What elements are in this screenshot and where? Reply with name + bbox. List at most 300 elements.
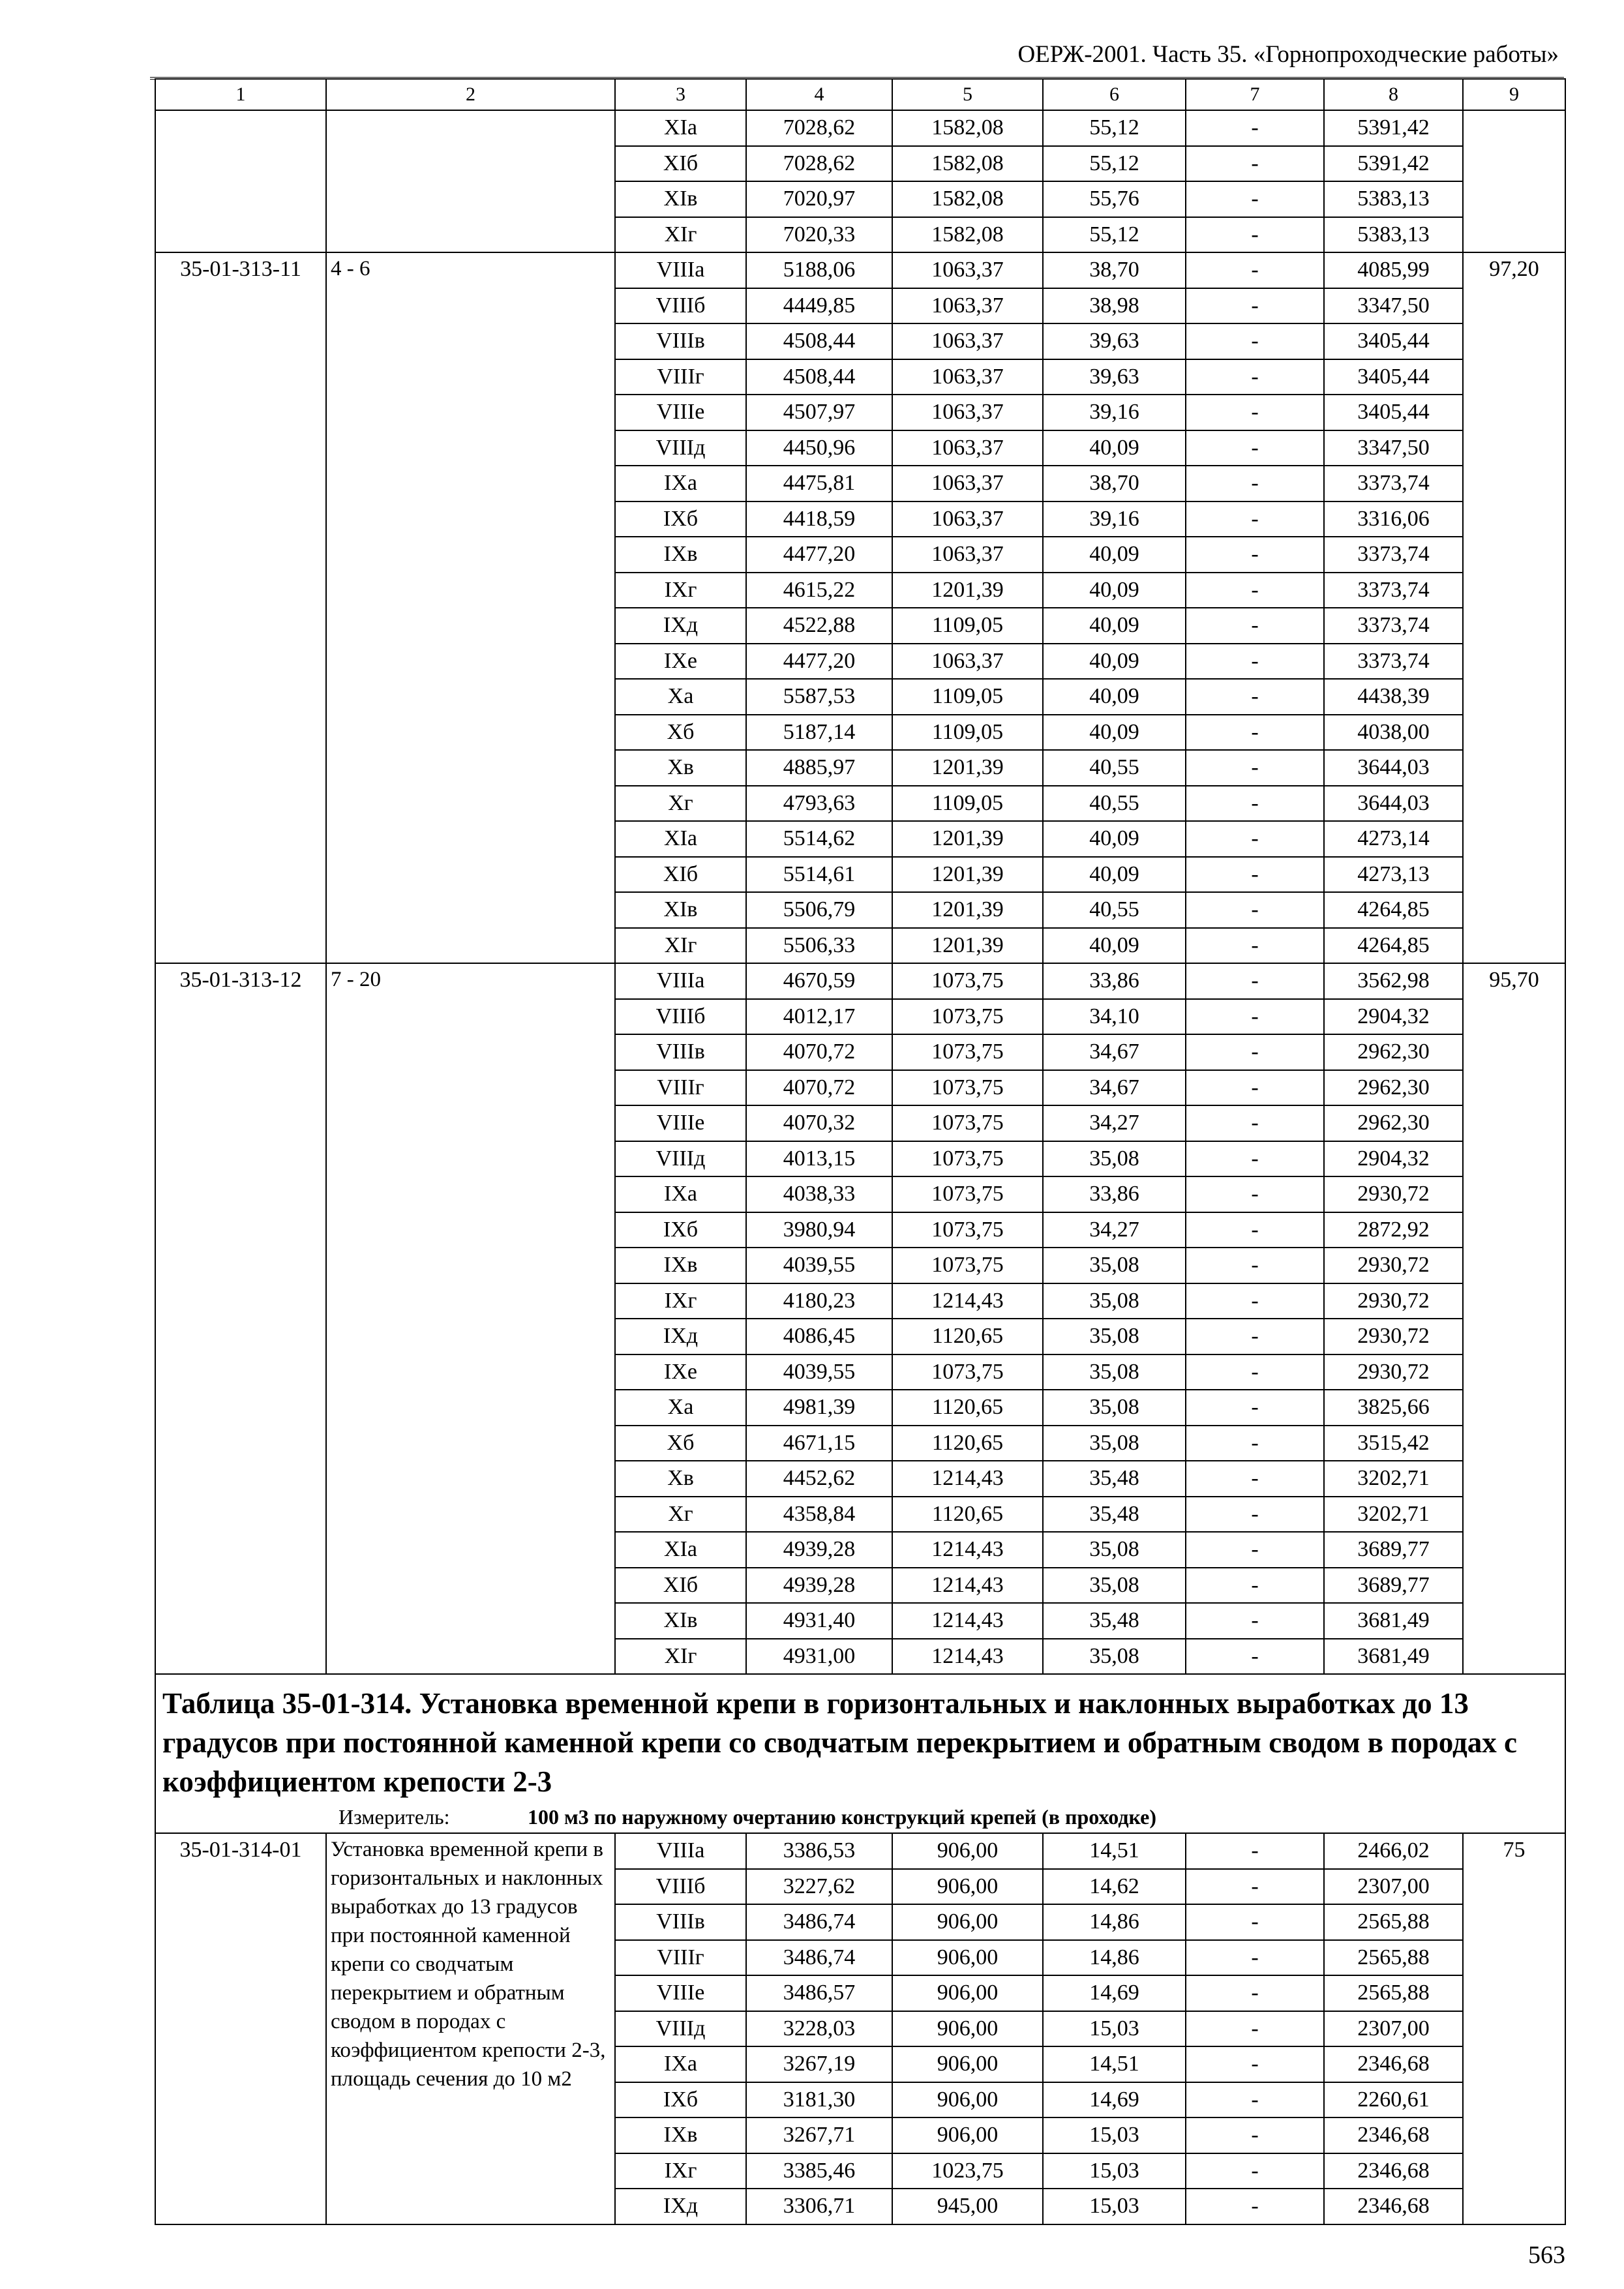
machines-cell: 38,70 — [1043, 466, 1186, 501]
equipment-cell: 3644,03 — [1324, 786, 1463, 822]
machines-cell: 14,69 — [1043, 1975, 1186, 2011]
wages-cell: 1214,43 — [892, 1603, 1043, 1639]
machines-cell: 38,98 — [1043, 288, 1186, 324]
machines-cell: 35,48 — [1043, 1603, 1186, 1639]
wages-cell: 1120,65 — [892, 1497, 1043, 1533]
column-number: 5 — [892, 79, 1043, 110]
wages-cell: 1073,75 — [892, 1354, 1043, 1390]
machines-cell: 40,55 — [1043, 750, 1186, 786]
consumption-cell — [1463, 110, 1565, 252]
total-cost-cell: 3486,74 — [746, 1904, 892, 1940]
machines-cell: 35,08 — [1043, 1319, 1186, 1354]
machines-cell: 35,08 — [1043, 1283, 1186, 1319]
class-cell: VIIIг — [615, 1070, 746, 1106]
rate-description: 4 - 6 — [326, 252, 615, 963]
machines-cell: 55,12 — [1043, 217, 1186, 253]
wages-cell: 1201,39 — [892, 750, 1043, 786]
machines-cell: 15,03 — [1043, 2117, 1186, 2153]
machines-cell: 40,09 — [1043, 928, 1186, 964]
wages-cell: 1073,75 — [892, 1248, 1043, 1283]
class-cell: VIIIа — [615, 252, 746, 288]
total-cost-cell: 7028,62 — [746, 146, 892, 182]
total-cost-cell: 4418,59 — [746, 501, 892, 537]
materials-cell: - — [1186, 1319, 1324, 1354]
equipment-cell: 3405,44 — [1324, 323, 1463, 359]
total-cost-cell: 4508,44 — [746, 323, 892, 359]
equipment-cell: 3405,44 — [1324, 395, 1463, 430]
wages-cell: 1214,43 — [892, 1532, 1043, 1568]
equipment-cell: 3405,44 — [1324, 359, 1463, 395]
wages-cell: 1073,75 — [892, 1212, 1043, 1248]
machines-cell: 35,08 — [1043, 1354, 1186, 1390]
wages-cell: 1063,37 — [892, 501, 1043, 537]
class-cell: XIа — [615, 1532, 746, 1568]
wages-cell: 1214,43 — [892, 1639, 1043, 1675]
machines-cell: 34,10 — [1043, 999, 1186, 1035]
materials-cell: - — [1186, 1283, 1324, 1319]
equipment-cell: 2565,88 — [1324, 1975, 1463, 2011]
machines-cell: 55,12 — [1043, 110, 1186, 146]
class-cell: VIIIа — [615, 1833, 746, 1869]
materials-cell: - — [1186, 892, 1324, 928]
materials-cell: - — [1186, 1603, 1324, 1639]
wages-cell: 1214,43 — [892, 1283, 1043, 1319]
table-row — [155, 252, 1565, 288]
machines-cell: 15,03 — [1043, 2153, 1186, 2189]
class-cell: VIIIг — [615, 359, 746, 395]
materials-cell: - — [1186, 821, 1324, 857]
wages-cell: 1063,37 — [892, 466, 1043, 501]
total-cost-cell: 5587,53 — [746, 679, 892, 715]
wages-cell: 1073,75 — [892, 1034, 1043, 1070]
materials-cell: - — [1186, 1212, 1324, 1248]
total-cost-cell: 4931,00 — [746, 1639, 892, 1675]
class-cell: VIIIд — [615, 430, 746, 466]
running-header — [150, 38, 1564, 80]
machines-cell: 35,08 — [1043, 1248, 1186, 1283]
equipment-cell: 4264,85 — [1324, 892, 1463, 928]
class-cell: IXа — [615, 466, 746, 501]
total-cost-cell: 3228,03 — [746, 2011, 892, 2047]
total-cost-cell: 3980,94 — [746, 1212, 892, 1248]
materials-cell: - — [1186, 2153, 1324, 2189]
class-cell: IXг — [615, 573, 746, 608]
materials-cell: - — [1186, 252, 1324, 288]
table-row — [155, 963, 1565, 999]
equipment-cell: 2962,30 — [1324, 1034, 1463, 1070]
rate-code: 35-01-313-11 — [155, 252, 326, 963]
materials-cell: - — [1186, 2011, 1324, 2047]
machines-cell: 14,51 — [1043, 2046, 1186, 2082]
total-cost-cell: 4939,28 — [746, 1568, 892, 1604]
equipment-cell: 3202,71 — [1324, 1461, 1463, 1497]
wages-cell: 906,00 — [892, 1904, 1043, 1940]
wages-cell: 1073,75 — [892, 1070, 1043, 1106]
materials-cell: - — [1186, 466, 1324, 501]
machines-cell: 35,08 — [1043, 1141, 1186, 1177]
wages-cell: 1063,37 — [892, 395, 1043, 430]
class-cell: IXд — [615, 1319, 746, 1354]
machines-cell: 34,27 — [1043, 1105, 1186, 1141]
total-cost-cell: 4070,72 — [746, 1034, 892, 1070]
header-title: ОЕРЖ-2001. Часть 35. «Горнопроходческие работы» — [1017, 41, 1559, 68]
class-cell: IXа — [615, 2046, 746, 2082]
equipment-cell: 2930,72 — [1324, 1283, 1463, 1319]
materials-cell: - — [1186, 110, 1324, 146]
materials-cell: - — [1186, 1833, 1324, 1869]
machines-cell: 40,09 — [1043, 857, 1186, 893]
total-cost-cell: 4939,28 — [746, 1532, 892, 1568]
wages-cell: 1063,37 — [892, 430, 1043, 466]
machines-cell: 34,67 — [1043, 1070, 1186, 1106]
equipment-cell: 2346,68 — [1324, 2153, 1463, 2189]
materials-cell: - — [1186, 1354, 1324, 1390]
equipment-cell: 4273,13 — [1324, 857, 1463, 893]
total-cost-cell: 3306,71 — [746, 2189, 892, 2224]
column-number: 9 — [1463, 79, 1565, 110]
equipment-cell: 2346,68 — [1324, 2117, 1463, 2153]
class-cell: IXб — [615, 1212, 746, 1248]
class-cell: Xб — [615, 1426, 746, 1461]
class-cell: XIг — [615, 1639, 746, 1675]
materials-cell: - — [1186, 963, 1324, 999]
wages-cell: 1201,39 — [892, 857, 1043, 893]
wages-cell: 1109,05 — [892, 786, 1043, 822]
consumption-cell: 97,20 — [1463, 252, 1565, 963]
equipment-cell: 4085,99 — [1324, 252, 1463, 288]
machines-cell: 35,08 — [1043, 1639, 1186, 1675]
total-cost-cell: 5514,61 — [746, 857, 892, 893]
rates-table-body — [155, 79, 1565, 2224]
class-cell: IXб — [615, 501, 746, 537]
materials-cell: - — [1186, 573, 1324, 608]
wages-cell: 1063,37 — [892, 252, 1043, 288]
total-cost-cell: 3386,53 — [746, 1833, 892, 1869]
equipment-cell: 5383,13 — [1324, 217, 1463, 253]
machines-cell: 40,09 — [1043, 821, 1186, 857]
machines-cell: 39,16 — [1043, 501, 1186, 537]
machines-cell: 39,63 — [1043, 359, 1186, 395]
machines-cell: 35,08 — [1043, 1390, 1186, 1426]
wages-cell: 906,00 — [892, 1940, 1043, 1976]
wages-cell: 1582,08 — [892, 146, 1043, 182]
materials-cell: - — [1186, 323, 1324, 359]
materials-cell: - — [1186, 857, 1324, 893]
materials-cell: - — [1186, 999, 1324, 1035]
equipment-cell: 2260,61 — [1324, 2082, 1463, 2118]
total-cost-cell: 3486,57 — [746, 1975, 892, 2011]
wages-cell: 1214,43 — [892, 1461, 1043, 1497]
equipment-cell: 5391,42 — [1324, 146, 1463, 182]
materials-cell: - — [1186, 1904, 1324, 1940]
class-cell: Xб — [615, 715, 746, 751]
class-cell: XIв — [615, 1603, 746, 1639]
wages-cell: 1109,05 — [892, 679, 1043, 715]
wages-cell: 906,00 — [892, 2117, 1043, 2153]
total-cost-cell: 4793,63 — [746, 786, 892, 822]
total-cost-cell: 4508,44 — [746, 359, 892, 395]
rate-description — [326, 110, 615, 252]
materials-cell: - — [1186, 1568, 1324, 1604]
class-cell: IXв — [615, 1248, 746, 1283]
machines-cell: 39,63 — [1043, 323, 1186, 359]
class-cell: XIа — [615, 110, 746, 146]
rate-code: 35-01-313-12 — [155, 963, 326, 1674]
class-cell: XIв — [615, 892, 746, 928]
wages-cell: 1063,37 — [892, 644, 1043, 680]
machines-cell: 35,08 — [1043, 1568, 1186, 1604]
materials-cell: - — [1186, 1034, 1324, 1070]
materials-cell: - — [1186, 608, 1324, 644]
class-cell: IXв — [615, 2117, 746, 2153]
materials-cell: - — [1186, 679, 1324, 715]
class-cell: VIIIв — [615, 323, 746, 359]
materials-cell: - — [1186, 715, 1324, 751]
class-cell: XIа — [615, 821, 746, 857]
wages-cell: 1063,37 — [892, 323, 1043, 359]
column-number: 1 — [155, 79, 326, 110]
materials-cell: - — [1186, 1105, 1324, 1141]
equipment-cell: 3347,50 — [1324, 430, 1463, 466]
measure-value: 100 м3 по наружному очертанию конструкций крепей (в проходке) — [528, 1805, 1157, 1829]
measure-line — [162, 1804, 1558, 1830]
machines-cell: 35,48 — [1043, 1461, 1186, 1497]
equipment-cell: 3316,06 — [1324, 501, 1463, 537]
equipment-cell: 2307,00 — [1324, 1869, 1463, 1905]
wages-cell: 1063,37 — [892, 288, 1043, 324]
wages-cell: 1063,37 — [892, 537, 1043, 573]
total-cost-cell: 4013,15 — [746, 1141, 892, 1177]
materials-cell: - — [1186, 146, 1324, 182]
materials-cell: - — [1186, 1639, 1324, 1675]
total-cost-cell: 4358,84 — [746, 1497, 892, 1533]
page-number: 563 — [1528, 2241, 1565, 2269]
wages-cell: 1120,65 — [892, 1390, 1043, 1426]
total-cost-cell: 4507,97 — [746, 395, 892, 430]
total-cost-cell: 4670,59 — [746, 963, 892, 999]
class-cell: VIIIг — [615, 1940, 746, 1976]
column-number: 3 — [615, 79, 746, 110]
wages-cell: 906,00 — [892, 2046, 1043, 2082]
total-cost-cell: 5188,06 — [746, 252, 892, 288]
equipment-cell: 2346,68 — [1324, 2046, 1463, 2082]
total-cost-cell: 4931,40 — [746, 1603, 892, 1639]
equipment-cell: 2930,72 — [1324, 1319, 1463, 1354]
wages-cell: 906,00 — [892, 2011, 1043, 2047]
wages-cell: 1201,39 — [892, 928, 1043, 964]
materials-cell: - — [1186, 2189, 1324, 2224]
wages-cell: 1073,75 — [892, 999, 1043, 1035]
class-cell: IXб — [615, 2082, 746, 2118]
class-cell: IXе — [615, 1354, 746, 1390]
machines-cell: 35,08 — [1043, 1426, 1186, 1461]
materials-cell: - — [1186, 786, 1324, 822]
wages-cell: 1201,39 — [892, 892, 1043, 928]
equipment-cell: 3689,77 — [1324, 1532, 1463, 1568]
machines-cell: 40,09 — [1043, 679, 1186, 715]
materials-cell: - — [1186, 2117, 1324, 2153]
wages-cell: 906,00 — [892, 1975, 1043, 2011]
class-cell: Xг — [615, 1497, 746, 1533]
total-cost-cell: 4477,20 — [746, 644, 892, 680]
machines-cell: 40,55 — [1043, 786, 1186, 822]
total-cost-cell: 5514,62 — [746, 821, 892, 857]
table-title-cell — [155, 1674, 1565, 1833]
total-cost-cell: 4671,15 — [746, 1426, 892, 1461]
materials-cell: - — [1186, 1869, 1324, 1905]
total-cost-cell: 5187,14 — [746, 715, 892, 751]
class-cell: VIIIб — [615, 1869, 746, 1905]
class-cell: XIг — [615, 928, 746, 964]
machines-cell: 34,27 — [1043, 1212, 1186, 1248]
column-number: 2 — [326, 79, 615, 110]
equipment-cell: 2904,32 — [1324, 1141, 1463, 1177]
wages-cell: 1201,39 — [892, 573, 1043, 608]
materials-cell: - — [1186, 1141, 1324, 1177]
wages-cell: 1582,08 — [892, 181, 1043, 217]
class-cell: IXе — [615, 644, 746, 680]
equipment-cell: 3373,74 — [1324, 644, 1463, 680]
total-cost-cell: 3267,19 — [746, 2046, 892, 2082]
equipment-cell: 3681,49 — [1324, 1603, 1463, 1639]
wages-cell: 1109,05 — [892, 608, 1043, 644]
class-cell: Xа — [615, 1390, 746, 1426]
machines-cell: 33,86 — [1043, 1176, 1186, 1212]
wages-cell: 1023,75 — [892, 2153, 1043, 2189]
wages-cell: 1109,05 — [892, 715, 1043, 751]
equipment-cell: 2930,72 — [1324, 1248, 1463, 1283]
equipment-cell: 3681,49 — [1324, 1639, 1463, 1675]
machines-cell: 14,69 — [1043, 2082, 1186, 2118]
machines-cell: 39,16 — [1043, 395, 1186, 430]
equipment-cell: 2930,72 — [1324, 1176, 1463, 1212]
total-cost-cell: 4615,22 — [746, 573, 892, 608]
class-cell: IXв — [615, 537, 746, 573]
equipment-cell: 2307,00 — [1324, 2011, 1463, 2047]
class-cell: XIв — [615, 181, 746, 217]
machines-cell: 35,48 — [1043, 1497, 1186, 1533]
materials-cell: - — [1186, 537, 1324, 573]
materials-cell: - — [1186, 359, 1324, 395]
wages-cell: 1582,08 — [892, 110, 1043, 146]
class-cell: IXд — [615, 608, 746, 644]
total-cost-cell: 4450,96 — [746, 430, 892, 466]
total-cost-cell: 4449,85 — [746, 288, 892, 324]
measure-label: Измеритель: — [338, 1805, 450, 1829]
equipment-cell: 3347,50 — [1324, 288, 1463, 324]
machines-cell: 14,51 — [1043, 1833, 1186, 1869]
wages-cell: 1582,08 — [892, 217, 1043, 253]
class-cell: IXа — [615, 1176, 746, 1212]
machines-cell: 35,08 — [1043, 1532, 1186, 1568]
wages-cell: 906,00 — [892, 2082, 1043, 2118]
machines-cell: 33,86 — [1043, 963, 1186, 999]
machines-cell: 14,86 — [1043, 1904, 1186, 1940]
rate-code: 35-01-314-01 — [155, 1833, 326, 2224]
materials-cell: - — [1186, 501, 1324, 537]
machines-cell: 40,09 — [1043, 537, 1186, 573]
materials-cell: - — [1186, 1461, 1324, 1497]
wages-cell: 906,00 — [892, 1833, 1043, 1869]
materials-cell: - — [1186, 395, 1324, 430]
machines-cell: 15,03 — [1043, 2189, 1186, 2224]
wages-cell: 1073,75 — [892, 1176, 1043, 1212]
materials-cell: - — [1186, 430, 1324, 466]
class-cell: VIIIв — [615, 1034, 746, 1070]
class-cell: VIIIе — [615, 395, 746, 430]
equipment-cell: 2962,30 — [1324, 1105, 1463, 1141]
equipment-cell: 3825,66 — [1324, 1390, 1463, 1426]
equipment-cell: 5383,13 — [1324, 181, 1463, 217]
total-cost-cell: 7020,97 — [746, 181, 892, 217]
class-cell: VIIIе — [615, 1105, 746, 1141]
wages-cell: 945,00 — [892, 2189, 1043, 2224]
consumption-cell: 75 — [1463, 1833, 1565, 2224]
equipment-cell: 3689,77 — [1324, 1568, 1463, 1604]
equipment-cell: 4273,14 — [1324, 821, 1463, 857]
class-cell: XIб — [615, 857, 746, 893]
column-number-row — [155, 79, 1565, 110]
machines-cell: 40,09 — [1043, 715, 1186, 751]
materials-cell: - — [1186, 1070, 1324, 1106]
column-number: 4 — [746, 79, 892, 110]
total-cost-cell: 4981,39 — [746, 1390, 892, 1426]
machines-cell: 38,70 — [1043, 252, 1186, 288]
wages-cell: 1073,75 — [892, 1105, 1043, 1141]
materials-cell: - — [1186, 1497, 1324, 1533]
machines-cell: 34,67 — [1043, 1034, 1186, 1070]
table-row — [155, 110, 1565, 146]
class-cell: VIIIб — [615, 999, 746, 1035]
consumption-cell: 95,70 — [1463, 963, 1565, 1674]
equipment-cell: 3562,98 — [1324, 963, 1463, 999]
class-cell: XIб — [615, 1568, 746, 1604]
equipment-cell: 2346,68 — [1324, 2189, 1463, 2224]
equipment-cell: 3373,74 — [1324, 608, 1463, 644]
machines-cell: 55,12 — [1043, 146, 1186, 182]
total-cost-cell: 4180,23 — [746, 1283, 892, 1319]
class-cell: Xа — [615, 679, 746, 715]
table-title-row — [155, 1674, 1565, 1833]
equipment-cell: 3373,74 — [1324, 537, 1463, 573]
total-cost-cell: 4452,62 — [746, 1461, 892, 1497]
materials-cell: - — [1186, 1390, 1324, 1426]
total-cost-cell: 4475,81 — [746, 466, 892, 501]
materials-cell: - — [1186, 288, 1324, 324]
rate-code — [155, 110, 326, 252]
total-cost-cell: 3385,46 — [746, 2153, 892, 2189]
equipment-cell: 2466,02 — [1324, 1833, 1463, 1869]
total-cost-cell: 4038,33 — [746, 1176, 892, 1212]
total-cost-cell: 3227,62 — [746, 1869, 892, 1905]
materials-cell: - — [1186, 1940, 1324, 1976]
machines-cell: 40,09 — [1043, 573, 1186, 608]
wages-cell: 1214,43 — [892, 1568, 1043, 1604]
equipment-cell: 4038,00 — [1324, 715, 1463, 751]
class-cell: VIIIв — [615, 1904, 746, 1940]
equipment-cell: 2565,88 — [1324, 1904, 1463, 1940]
class-cell: VIIIб — [615, 288, 746, 324]
table-row — [155, 1833, 1565, 1869]
equipment-cell: 3373,74 — [1324, 573, 1463, 608]
total-cost-cell: 4039,55 — [746, 1248, 892, 1283]
class-cell: IXд — [615, 2189, 746, 2224]
class-cell: VIIIе — [615, 1975, 746, 2011]
class-cell: Xв — [615, 750, 746, 786]
equipment-cell: 2904,32 — [1324, 999, 1463, 1035]
wages-cell: 1073,75 — [892, 1141, 1043, 1177]
wages-cell: 1120,65 — [892, 1426, 1043, 1461]
